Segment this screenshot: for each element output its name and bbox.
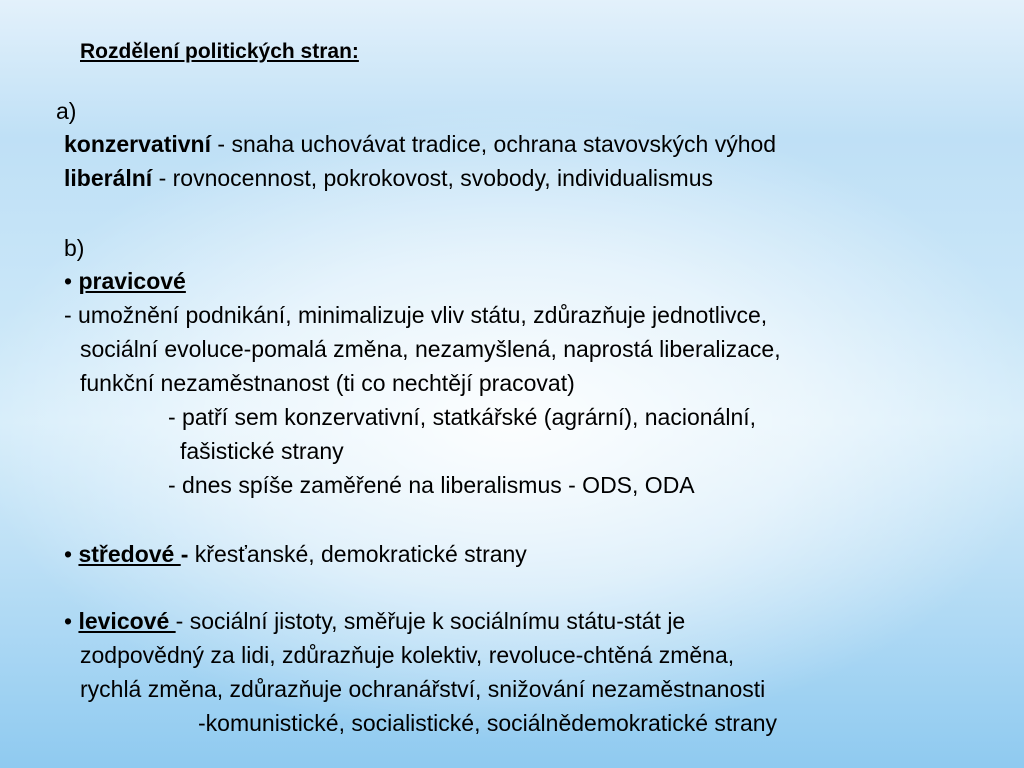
section-a-label: a) (56, 98, 77, 124)
term-stredove: středové (78, 541, 181, 567)
pravicove-sub-2: fašistické strany (180, 438, 344, 464)
stredove-dash: - (180, 541, 189, 567)
desc-liberalni: - rovnocennost, pokrokovost, svobody, individualismus (152, 165, 713, 191)
item-liberalni (64, 164, 713, 192)
term-levicove: levicové (78, 608, 176, 634)
desc-stredove: křesťanské, demokratické strany (188, 541, 527, 567)
levicove-line-4: -komunistické, socialistické, sociálnědemokratické strany (198, 710, 778, 736)
pravicove-sub-1: - patří sem konzervativní, statkářské (agrární), nacionální, (168, 404, 757, 430)
term-pravicove: pravicové (78, 268, 186, 294)
levicove-first-line: - sociální jistoty, směřuje k sociálnímu státu-stát je (175, 608, 686, 634)
pravicove-line-1: - umožnění podnikání, minimalizuje vliv státu, zdůrazňuje jednotlivce, (64, 302, 768, 328)
term-konzervativni: konzervativní (64, 131, 211, 157)
pravicove-sub-3: - dnes spíše zaměřené na liberalismus - ODS, ODA (168, 472, 695, 498)
levicove-line-3: rychlá změna, zdůrazňuje ochranářství, snižování nezaměstnanosti (80, 676, 766, 702)
slide-title: Rozdělení politických stran: (80, 40, 359, 63)
bullet-pravicove (64, 267, 186, 295)
pravicove-line-3: funkční nezaměstnanost (ti co nechtějí pracovat) (80, 370, 575, 396)
desc-konzervativni: - snaha uchovávat tradice, ochrana stavovských výhod (211, 131, 777, 157)
levicove-line-2: zodpovědný za lidi, zdůrazňuje kolektiv, revoluce-chtěná změna, (80, 642, 735, 668)
item-konzervativni (64, 130, 776, 158)
pravicove-line-2: sociální evoluce-pomalá změna, nezamyšlená, naprostá liberalizace, (80, 336, 781, 362)
bullet-dot: • (64, 608, 73, 634)
term-liberalni: liberální (64, 165, 153, 191)
bullet-levicove (64, 607, 685, 635)
bullet-dot: • (64, 541, 73, 567)
bullet-stredove (64, 540, 527, 568)
section-b-label: b) (64, 235, 85, 261)
bullet-dot: • (64, 268, 73, 294)
